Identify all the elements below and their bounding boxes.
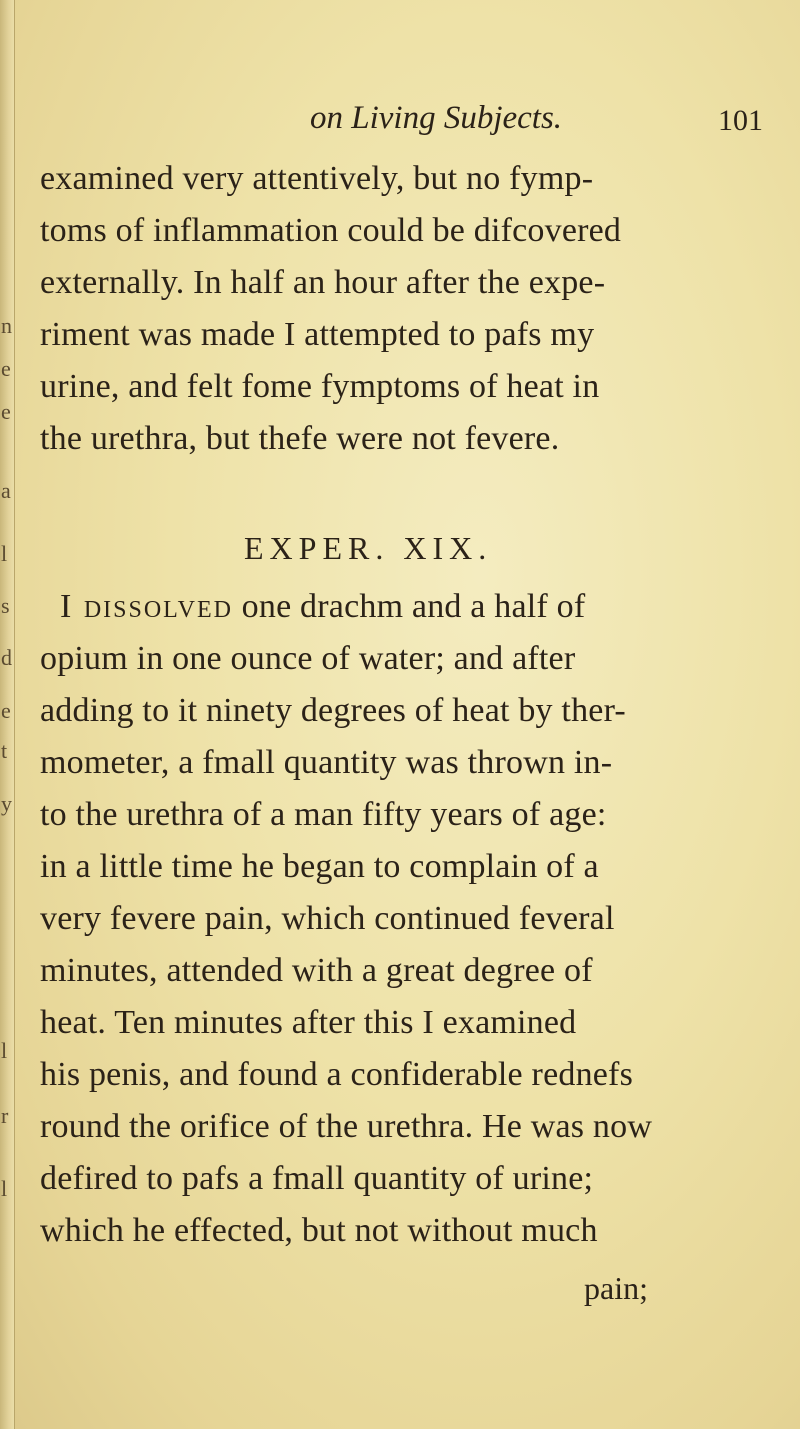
text-line: toms of inflammation could be difcovered <box>40 212 622 249</box>
text-line: examined very attentively, but no fymp- <box>40 160 594 197</box>
text-line: riment was made I attempted to pafs my <box>40 316 595 353</box>
text-line: the urethra, but thefe were not fevere. <box>40 420 560 457</box>
margin-fragment: d <box>1 645 12 670</box>
margin-fragment: e <box>1 356 11 381</box>
text-line: externally. In half an hour after the expe- <box>40 264 606 301</box>
text-line: urine, and felt fome fymptoms of heat in <box>40 368 600 405</box>
page-number: 101 <box>718 104 763 137</box>
margin-fragment: l <box>1 541 8 566</box>
first-line-rest: one drachm and a half of <box>232 588 586 625</box>
margin-fragment: l <box>1 1038 8 1063</box>
text-line: to the urethra of a man fifty years of age: <box>40 796 607 833</box>
margin-fragment: l <box>1 1176 8 1201</box>
experiment-heading: EXPER. XIX. <box>244 530 493 566</box>
catchword: pain; <box>584 1270 648 1306</box>
margin-fragment: e <box>1 399 11 424</box>
text-line: heat. Ten minutes after this I examined <box>40 1004 577 1041</box>
margin-fragment: n <box>1 313 12 338</box>
margin-fragment: r <box>1 1103 9 1128</box>
text-line: defired to pafs a fmall quantity of urine; <box>40 1160 594 1197</box>
lead-word: I dissolved <box>60 588 233 625</box>
text-line: which he effected, but not without much <box>40 1212 598 1249</box>
text-line-first <box>60 588 585 626</box>
margin-fragment: e <box>1 698 11 723</box>
text-line: round the orifice of the urethra. He was now <box>40 1108 653 1145</box>
text-line: very fevere pain, which continued feveral <box>40 900 615 937</box>
text-line: in a little time he began to complain of a <box>40 848 599 885</box>
facing-page-margin-fragments <box>0 0 14 1429</box>
margin-fragment: y <box>1 791 12 816</box>
margin-fragment: a <box>1 478 11 503</box>
text-line: mometer, a fmall quantity was thrown in- <box>40 744 613 781</box>
margin-fragment: t <box>1 738 8 763</box>
text-line: minutes, attended with a great degree of <box>40 952 593 989</box>
running-head: on Living Subjects. <box>310 100 563 136</box>
text-line: adding to it ninety degrees of heat by ther- <box>40 692 626 729</box>
text-line: opium in one ounce of water; and after <box>40 640 576 677</box>
text-line: his penis, and found a confiderable rednefs <box>40 1056 634 1093</box>
margin-fragment: s <box>1 593 10 618</box>
